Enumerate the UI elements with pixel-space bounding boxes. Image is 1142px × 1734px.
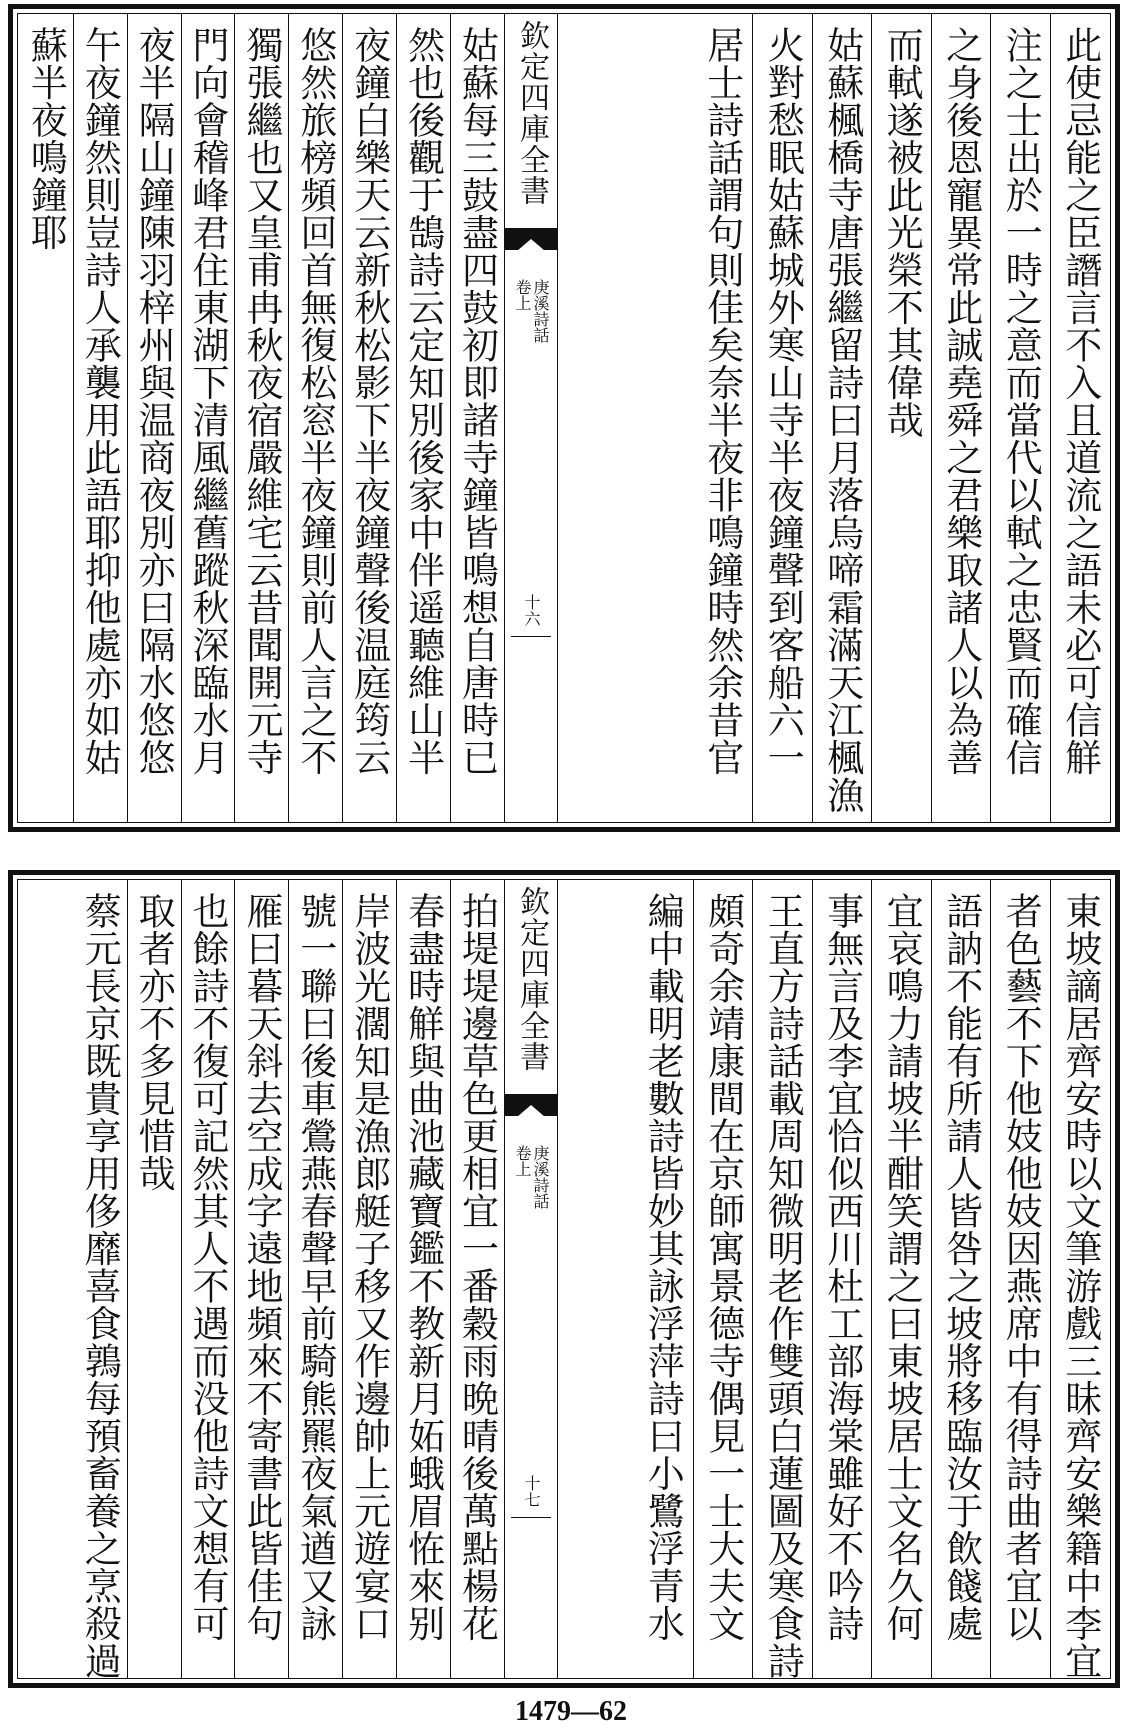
column-text: 夜鐘白樂天云新秋松影下半夜鐘聲後温庭筠云 <box>347 26 391 776</box>
column-text: 東坡謫居齊安時以文筆游戲三昧齊安樂籍中李宜 <box>1058 892 1102 1680</box>
text-column <box>73 14 128 822</box>
text-column <box>235 14 290 822</box>
text-column <box>450 14 504 822</box>
text-column <box>990 14 1051 822</box>
fold-title: 欽定四庫全書 <box>514 886 549 1072</box>
column-text: 岸波光濶知是漁郎艇子移又作邊帥上元遊宴口 <box>347 892 391 1642</box>
page-bottom-frame <box>17 879 1111 1679</box>
column-text: 獨張繼也又皇甫冉秋夜宿嚴維宅云昔聞開元寺 <box>239 26 283 776</box>
column-text: 門向會稽峰君住東湖下清風繼舊蹤秋深臨水月 <box>186 26 230 776</box>
page-top <box>8 4 1120 832</box>
text-column <box>342 880 397 1678</box>
text-column <box>342 14 397 822</box>
column-text: 王直方詩話載周知微明老作雙頭白蓮圖及寒食詩 <box>761 892 805 1680</box>
text-column <box>396 14 451 822</box>
column-text: 注之士出於一時之意而當代以軾之忠賢而確信 <box>999 26 1043 776</box>
column-text: 居士詩話謂句則佳矣奈半夜非鳴鐘時然余昔官 <box>700 26 744 776</box>
text-column <box>812 880 873 1678</box>
fold-volume: 卷上 <box>513 1145 532 1177</box>
fishtail-mark <box>505 228 557 250</box>
center-fold <box>504 14 558 822</box>
fold-page-number: 十七 <box>522 1475 541 1508</box>
text-column <box>693 880 754 1678</box>
column-text: 火對愁眠姑蘇城外寒山寺半夜鐘聲到客船六一 <box>761 26 805 776</box>
fold-rule <box>511 1517 551 1518</box>
center-fold <box>504 880 558 1678</box>
text-column <box>288 14 343 822</box>
column-text: 拍堤堤邊草色更相宜一番穀雨晩晴後萬點楊花 <box>455 892 499 1642</box>
text-column <box>752 880 813 1678</box>
text-column <box>181 14 236 822</box>
text-column <box>990 880 1051 1678</box>
fold-page-number: 十六 <box>522 594 541 627</box>
column-text: 而軾遂被此光榮不其偉哉 <box>880 26 924 439</box>
column-text: 夜半隔山鐘陳羽梓州與温商夜別亦曰隔水悠悠 <box>132 26 176 776</box>
page-top-frame <box>17 13 1111 823</box>
column-text: 午夜鐘然則豈詩人承襲用此語耶抑他處亦如姑 <box>78 26 122 776</box>
text-column <box>288 880 343 1678</box>
fold-volume: 卷上 <box>513 279 532 311</box>
fold-rule <box>511 636 551 637</box>
text-column <box>19 14 74 822</box>
text-column <box>812 14 873 822</box>
column-text: 蔡元長京既貴享用侈靡喜食鶉每預畜養之烹殺過 <box>78 892 122 1680</box>
text-column <box>450 880 504 1678</box>
text-columns <box>18 14 1110 822</box>
text-column <box>633 880 693 1678</box>
column-text: 者色藝不下他妓他妓因燕席中有得詩曲者宜以 <box>999 892 1043 1642</box>
text-column <box>1050 14 1111 822</box>
column-text: 取者亦不多見惜哉 <box>132 892 176 1192</box>
text-column <box>871 880 932 1678</box>
column-text: 悠然旅榜頻回首無復松窓半夜鐘則前人言之不 <box>293 26 337 776</box>
text-column <box>73 880 128 1678</box>
text-column <box>752 14 813 822</box>
text-column <box>693 14 753 822</box>
text-column <box>235 880 290 1678</box>
column-text: 然也後觀于鵠詩云定知別後家中伴遥聽維山半 <box>401 26 445 776</box>
column-text: 宜哀鳴力請坡半酣笑謂之曰東坡居士文名久何 <box>880 892 924 1642</box>
page-bottom <box>8 870 1120 1688</box>
fishtail-mark <box>505 1094 557 1116</box>
column-text: 姑蘇每三鼓盡四鼓初即諸寺鐘皆鳴想自唐時已 <box>455 26 499 776</box>
column-text: 蘇半夜鳴鐘耶 <box>24 26 68 251</box>
text-column <box>127 14 182 822</box>
text-column <box>931 880 992 1678</box>
column-text: 頗奇余靖康間在京師寓景德寺偶見一士大夫文 <box>701 892 745 1642</box>
fold-book: 庚溪詩話 <box>531 1145 550 1209</box>
page-footer-number: 1479—62 <box>515 1696 627 1727</box>
text-columns <box>18 880 1110 1678</box>
column-text: 號一聯曰後車鶯燕春聲早前騎熊羆夜氣遒又詠 <box>293 892 337 1642</box>
fold-title: 欽定四庫全書 <box>514 20 549 206</box>
column-text: 雁曰暮天斜去空成字遠地頻來不寄書此皆佳句 <box>239 892 283 1642</box>
fold-info <box>511 1145 551 1209</box>
column-text: 姑蘇楓橋寺唐張繼留詩曰月落烏啼霜滿天江楓漁 <box>820 26 864 814</box>
fold-book: 庚溪詩話 <box>531 279 550 343</box>
text-column <box>931 14 992 822</box>
column-text: 編中載明老數詩皆妙其詠浮萍詩曰小鷺浮青水 <box>641 892 685 1642</box>
column-text: 春盡時觧與曲池藏寶鑑不教新月妬蛾眉恠來别 <box>401 892 445 1642</box>
column-text: 此使忌能之臣譖言不入且道流之語未必可信觧 <box>1058 26 1102 776</box>
column-text: 也餘詩不復可記然其人不遇而没他詩文想有可 <box>186 892 230 1642</box>
text-column <box>127 880 182 1678</box>
text-column <box>396 880 451 1678</box>
column-text: 之身後恩寵異常此誠堯舜之君樂取諸人以為善 <box>939 26 983 776</box>
text-column <box>871 14 932 822</box>
column-text: 語訥不能有所請人皆咎之坡將移臨汝于飲餞處 <box>939 892 983 1642</box>
text-column <box>181 880 236 1678</box>
text-column <box>1050 880 1111 1678</box>
column-text: 事無言及李宜恰似西川杜工部海棠雖好不吟詩 <box>820 892 864 1642</box>
fold-info <box>511 279 551 343</box>
